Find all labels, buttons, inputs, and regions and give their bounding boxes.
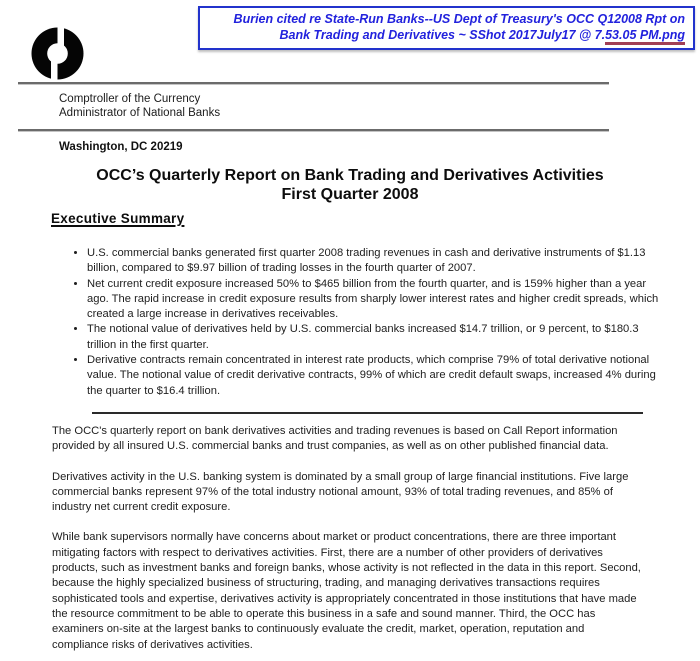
body-paragraph: Derivatives activity in the U.S. banking system is dominated by a small group of large financial institutions. Five large commercial banks represent 97% of the total industry notional amount, 93% of total trading revenues, and 85% of industry net current credit exposure.	[52, 470, 629, 514]
agency-name	[59, 93, 220, 120]
document-title	[50, 166, 650, 204]
section-heading-executive-summary: Executive Summary	[51, 211, 185, 226]
annotation-line2	[208, 27, 685, 43]
agency-line1: Comptroller of the Currency	[59, 93, 201, 105]
agency-line2: Administrator of National Banks	[59, 106, 221, 119]
document-title-line1: OCC’s Quarterly Report on Bank Trading and Derivatives Activities	[96, 167, 604, 184]
annotation-line2-prefix: Bank Trading and Derivatives ~ SShot 2017July17 @ 7.	[279, 28, 606, 42]
address-line: Washington, DC 20219	[59, 141, 183, 153]
annotation-filename-underlined: 53.05 PM.png	[605, 28, 685, 45]
bullet-item: • U.S. commercial banks generated first quarter 2008 trading revenues in cash and derivative instruments of $1.13 billion, compared to $9.97 billion of trading losses in the fourth quarter of 2007.	[87, 246, 659, 277]
bullet-item: • The notional value of derivatives held by U.S. commercial banks increased $14.7 trillion, or 9 percent, to $180.3 trillion in the first quarter.	[87, 322, 659, 353]
annotation-line1: Burien cited re State-Run Banks--US Dept of Treasury's OCC Q12008 Rpt on	[233, 12, 685, 26]
header-rule-top	[18, 82, 609, 85]
body-paragraph: The OCC's quarterly report on bank derivatives activities and trading revenues is based on Call Report information provided by all insured U.S. commercial banks and trust companies, as well as on other published financial data.	[52, 425, 618, 453]
body-text	[52, 424, 643, 661]
section-separator-line	[92, 412, 643, 414]
document-title-line2: First Quarter 2008	[281, 186, 419, 203]
header-rule-bottom	[18, 129, 609, 132]
executive-summary-bullet-list	[68, 246, 659, 399]
bullet-item: • Net current credit exposure increased 50% to $465 billion from the fourth quarter, and is 159% higher than a year ago. The rapid increase in credit exposure results from sharply lower interest rates and higher credit spreads, which created a large increase in derivatives receivables.	[87, 277, 659, 323]
occ-logo-icon	[31, 27, 84, 80]
body-paragraph: While bank supervisors normally have concerns about market or product concentrations, there are three important mitigating factors with respect to derivatives activities. First, there are a number of other providers of derivatives products, such as investment banks and foreign banks, whose activity is not reflected in the data in this report. Second, because the highly specialized business of structuring, trading, and managing derivatives transactions requires sophisticated tools and expertise, derivatives activity is appropriately concentrated in those institutions that have made the resource commitment to be able to operate this business in a safe and sound manner. Third, the OCC has examiners on-site at the largest banks to continuously evaluate the credit, market, operation, reputation and compliance risks of derivatives activities.	[52, 531, 641, 651]
annotation-box	[198, 6, 695, 50]
bullet-item: • Derivative contracts remain concentrated in interest rate products, which comprise 79% of total derivative notional value. The notional value of credit derivative contracts, 99% of which are credit default swaps, increased 4% during the quarter to $16.4 trillion.	[87, 353, 659, 399]
